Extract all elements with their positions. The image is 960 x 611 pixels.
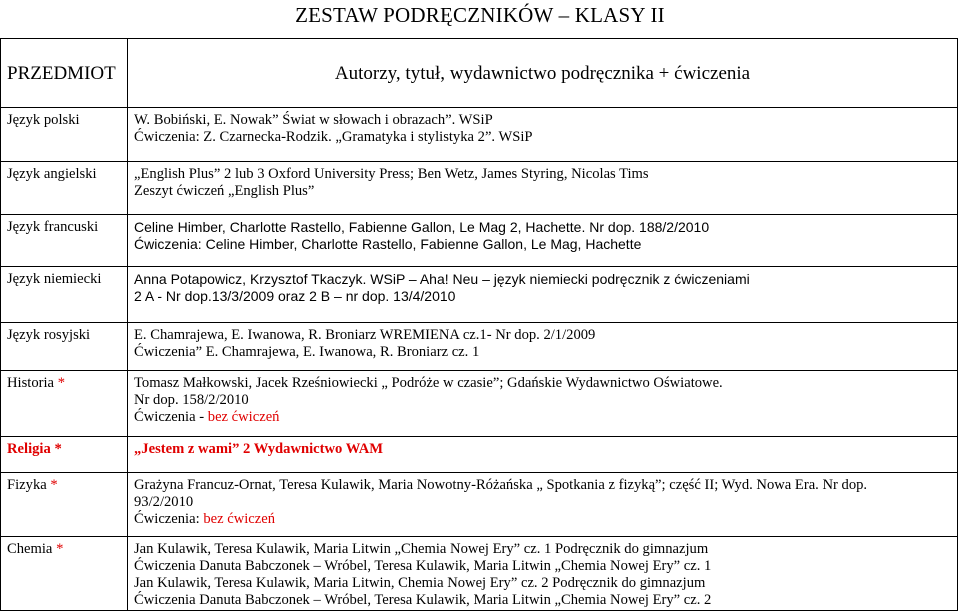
detail-line: E. Chamrajewa, E. Iwanowa, R. Broniarz WREMIENA cz.1- Nr dop. 2/1/2009 [134,327,596,343]
table-row [1,162,958,215]
table-row [1,215,958,267]
subject-cell [1,371,128,437]
detail-line: Ćwiczenia” E. Chamrajewa, E. Iwanowa, R. Broniarz cz. 1 [134,344,480,360]
detail-line: Ćwiczenia Danuta Babczonek – Wróbel, Teresa Kulawik, Maria Litwin „Chemia Nowej Ery” cz. 2 [134,592,712,608]
subject-cell: Język polski [1,108,128,162]
header-subject: PRZEDMIOT [1,39,128,108]
no-exercises-note: bez ćwiczeń [207,409,280,425]
subject-cell [1,437,128,473]
subject-cell: Język francuski [1,215,128,267]
detail-line: Ćwiczenia: Celine Himber, Charlotte Rastello, Fabienne Gallon, Le Mag, Hachette [134,236,642,252]
header-details: Autorzy, tytuł, wydawnictwo podręcznika + ćwiczenia [128,39,958,108]
subject-cell: Język niemiecki [1,267,128,323]
subject-cell [1,537,128,611]
asterisk-mark: * [50,477,58,493]
subject-label: Historia [7,375,55,391]
details-cell [128,537,958,611]
detail-line: Celine Himber, Charlotte Rastello, Fabienne Gallon, Le Mag 2, Hachette. Nr dop. 188/2/2010 [134,219,710,235]
detail-line: Anna Potapowicz, Krzysztof Tkaczyk. WSiP – Aha! Neu – język niemiecki podręcznik z ćwiczeniami [134,271,750,287]
detail-line: Jan Kulawik, Teresa Kulawik, Maria Litwin, Chemia Nowej Ery” cz. 2 Podręcznik do gimnazjum [134,575,706,591]
textbook-table [0,38,958,611]
table-row [1,537,958,611]
exercises-prefix: Ćwiczenia: [134,511,200,527]
details-cell [128,323,958,371]
detail-line: Ćwiczenia: Z. Czarnecka-Rodzik. „Gramatyka i stylistyka 2”. WSiP [134,129,533,145]
asterisk-mark: * [57,375,65,391]
details-cell [128,215,958,267]
no-exercises-note: bez ćwiczeń [203,511,276,527]
detail-line: Ćwiczenia Danuta Babczonek – Wróbel, Teresa Kulawik, Maria Litwin „Chemia Nowej Ery” cz. 1 [134,558,712,574]
detail-line: Jan Kulawik, Teresa Kulawik, Maria Litwin „Chemia Nowej Ery” cz. 1 Podręcznik do gimnazjum [134,541,709,557]
details-cell [128,267,958,323]
exercises-line [134,409,951,426]
detail-line: Tomasz Małkowski, Jacek Rześniowiecki „ Podróże w czasie”; Gdańskie Wydawnictwo Oświatowe. [134,375,723,391]
detail-line: „English Plus” 2 lub 3 Oxford University Press; Ben Wetz, James Styring, Nicolas Tims [134,166,649,182]
asterisk-mark: * [56,541,64,557]
details-cell [128,437,958,473]
subject-cell: Język angielski [1,162,128,215]
asterisk-mark: * [54,441,62,457]
subject-label: Fizyka [7,477,47,493]
table-row [1,267,958,323]
details-cell [128,162,958,215]
details-cell [128,371,958,437]
subject-label: Chemia [7,541,53,557]
detail-line: Grażyna Francuz-Ornat, Teresa Kulawik, Maria Nowotny-Różańska „ Spotkania z fizyką”; część II; Wyd. Nowa Era. Nr dop. [134,477,868,493]
details-cell [128,108,958,162]
details-cell [128,473,958,537]
exercises-prefix: Ćwiczenia - [134,409,205,425]
table-header-row [1,39,958,108]
table-row [1,371,958,437]
detail-line: W. Bobiński, E. Nowak” Świat w słowach i obrazach”. WSiP [134,112,493,128]
table-row [1,437,958,473]
table-row [1,473,958,537]
detail-line: 2 A - Nr dop.13/3/2009 oraz 2 B – nr dop. 13/4/2010 [134,288,456,304]
subject-label: Religia [7,441,51,457]
subject-cell [1,473,128,537]
subject-cell: Język rosyjski [1,323,128,371]
detail-line: 93/2/2010 [134,494,194,510]
detail-line: Nr dop. 158/2/2010 [134,392,249,408]
detail-line: „Jestem z wami” 2 Wydawnictwo WAM [134,441,384,457]
exercises-line [134,511,951,528]
table-row [1,108,958,162]
page-title: ZESTAW PODRĘCZNIKÓW – KLASY II [295,3,665,27]
detail-line: Zeszyt ćwiczeń „English Plus” [134,183,315,199]
table-row [1,323,958,371]
